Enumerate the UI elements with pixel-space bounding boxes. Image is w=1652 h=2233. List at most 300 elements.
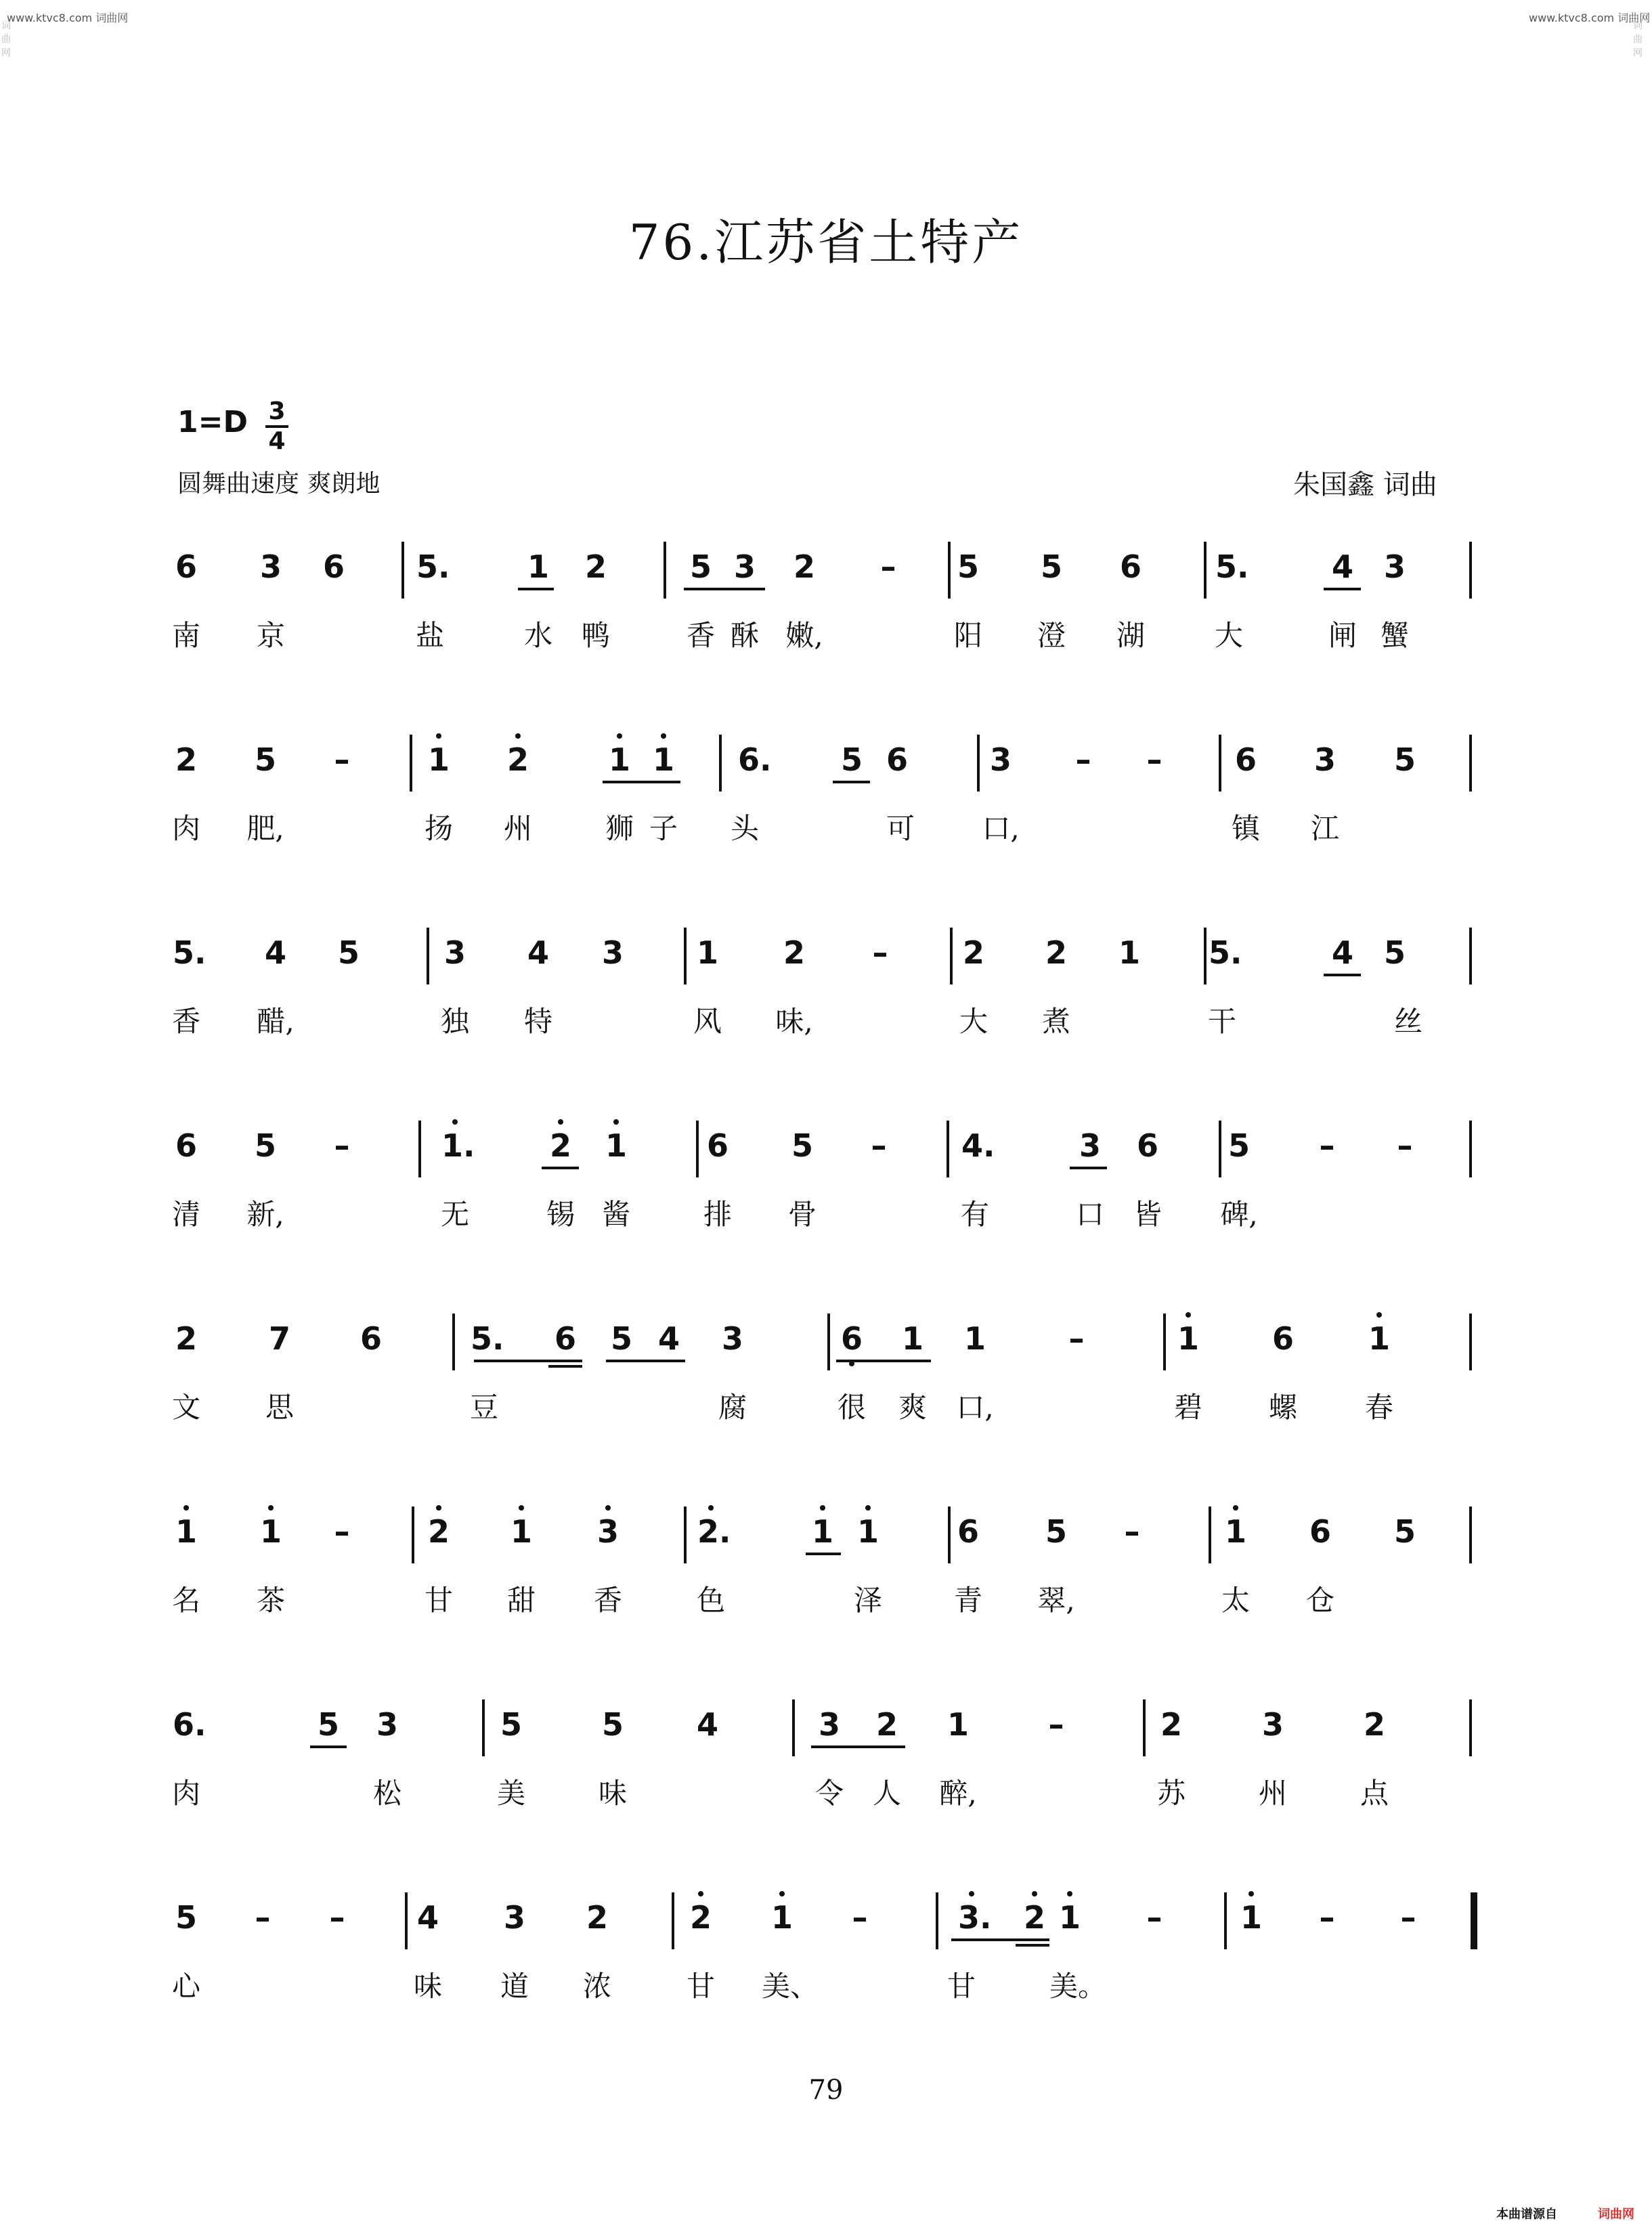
note: 6 <box>175 1127 197 1164</box>
note: 5 <box>957 548 979 585</box>
lyric-syllable: 新, <box>246 1198 284 1231</box>
octave-dot-above <box>1233 1505 1238 1511</box>
lyric-syllable: 青 <box>953 1584 982 1617</box>
barline <box>1469 1506 1472 1563</box>
lyric-syllable: 腐 <box>718 1391 747 1424</box>
note: 1 <box>809 1513 836 1550</box>
note: – <box>1048 1706 1064 1743</box>
tempo-marking: 圆舞曲速度 爽朗地 <box>177 470 381 498</box>
beam-underline <box>1070 1167 1107 1169</box>
time-signature-bottom: 4 <box>268 427 286 455</box>
beam-underline <box>833 781 870 783</box>
note: – <box>255 1899 271 1936</box>
lyric-syllable: 味 <box>598 1777 627 1810</box>
note: 6 <box>1136 1127 1158 1164</box>
note: 3 <box>1313 741 1336 778</box>
beam-underline <box>836 1360 931 1362</box>
lyric-syllable: 阳 <box>953 619 982 652</box>
score-system <box>0 1127 1652 1330</box>
note: 3 <box>733 548 756 585</box>
note: 3 <box>721 1320 743 1357</box>
barline <box>1219 735 1221 792</box>
note: 1. <box>441 1127 469 1164</box>
octave-dot-above <box>779 1891 785 1896</box>
note: – <box>852 1899 868 1936</box>
barline <box>1469 1121 1472 1177</box>
barline <box>948 1506 951 1563</box>
note: 4. <box>961 1127 995 1164</box>
score-system <box>0 741 1652 945</box>
barline <box>405 1892 408 1949</box>
note: 3 <box>594 1513 622 1550</box>
note: 5 <box>500 1706 522 1743</box>
lyric-syllable: 嫩, <box>785 619 823 652</box>
note: 1 <box>527 548 549 585</box>
note: 7 <box>268 1320 290 1357</box>
barline <box>1209 1506 1211 1563</box>
note: 5 <box>317 1706 339 1743</box>
note: – <box>334 1127 350 1164</box>
barline <box>1163 1314 1166 1370</box>
lyric-syllable: 令 <box>814 1777 844 1810</box>
lyric-syllable: 澄 <box>1037 619 1066 652</box>
octave-dot-above <box>605 1505 611 1511</box>
note: 2 <box>175 741 197 778</box>
octave-dot-above <box>436 1505 441 1511</box>
watermark-bottom-left: 本曲谱源自 <box>1496 2207 1557 2221</box>
note: – <box>334 1513 350 1550</box>
watermark-side-left: 词曲网 <box>0 20 11 61</box>
lyric-syllable: 湖 <box>1116 619 1145 652</box>
note: 1 <box>963 1320 986 1357</box>
lyric-syllable: 太 <box>1221 1584 1250 1617</box>
note: 5 <box>689 548 712 585</box>
note: – <box>1397 1127 1413 1164</box>
lyric-syllable: 排 <box>703 1198 732 1231</box>
octave-dot-above <box>698 1891 703 1896</box>
lyric-syllable: 美、 <box>762 1970 819 2003</box>
lyric-syllable: 独 <box>440 1005 469 1038</box>
key-signature: 1=D <box>177 405 248 439</box>
beam-underline <box>1016 1944 1049 1947</box>
barline <box>1204 542 1207 599</box>
beam-underline <box>1324 974 1361 976</box>
note: 1 <box>768 1899 796 1936</box>
note: 1 <box>603 1127 630 1164</box>
lyric-syllable: 甘 <box>424 1584 453 1617</box>
lyric-syllable: 扬 <box>424 812 453 845</box>
beam-underline <box>474 1360 582 1362</box>
lyric-syllable: 醉, <box>939 1777 977 1810</box>
note: 1 <box>854 1513 882 1550</box>
note: 6 <box>1271 1320 1294 1357</box>
score-system <box>0 1706 1652 1909</box>
barline <box>401 542 404 599</box>
note: 1 <box>1222 1513 1249 1550</box>
lyric-syllable: 口, <box>982 812 1020 845</box>
note: 2 <box>1160 1706 1182 1743</box>
lyric-syllable: 美 <box>496 1777 525 1810</box>
note: 1 <box>606 741 633 778</box>
note: 2 <box>425 1513 452 1550</box>
lyric-syllable: 皆 <box>1133 1198 1162 1231</box>
octave-dot-above <box>515 733 521 739</box>
octave-dot-above <box>617 733 622 739</box>
barline <box>1469 1314 1472 1370</box>
beam-underline <box>1324 588 1361 590</box>
lyric-syllable: 干 <box>1207 1005 1236 1038</box>
lyric-syllable: 锡 <box>546 1198 575 1231</box>
beam-underline <box>811 1746 905 1748</box>
note: 4 <box>416 1899 439 1936</box>
lyric-syllable: 松 <box>372 1777 401 1810</box>
note: 2 <box>962 934 984 971</box>
note: 2 <box>793 548 815 585</box>
watermark-side-right: 词曲网 <box>1632 20 1643 61</box>
note: 5. <box>416 548 450 585</box>
barline <box>482 1699 485 1756</box>
octave-dot-above <box>1248 1891 1254 1896</box>
note: 2 <box>175 1320 197 1357</box>
lyric-syllable: 味 <box>413 1970 442 2003</box>
note: 3 <box>1261 1706 1284 1743</box>
barline <box>948 542 951 599</box>
barline <box>792 1699 795 1756</box>
lyric-syllable: 无 <box>440 1198 469 1231</box>
note: 2 <box>1363 1706 1385 1743</box>
note: – <box>880 548 896 585</box>
note: 2 <box>875 1706 898 1743</box>
note: – <box>1068 1320 1085 1357</box>
lyric-syllable: 翠, <box>1037 1584 1075 1617</box>
watermark-bottom-right: 词曲网 <box>1598 2207 1634 2221</box>
barline <box>696 1121 699 1177</box>
beam-underline <box>951 1938 1049 1941</box>
note: 1 <box>1366 1320 1393 1357</box>
lyric-syllable: 镇 <box>1231 812 1260 845</box>
barline <box>672 1892 674 1949</box>
lyric-syllable: 爽 <box>898 1391 927 1424</box>
note: 4 <box>1331 934 1353 971</box>
song-title: 76.江苏省土特产 <box>628 214 1024 271</box>
lyric-syllable: 道 <box>500 1970 529 2003</box>
lyric-syllable: 碑, <box>1220 1198 1258 1231</box>
beam-underline <box>518 588 554 590</box>
lyric-syllable: 州 <box>503 812 532 845</box>
note: 1 <box>1118 934 1140 971</box>
barline <box>427 928 429 984</box>
barline <box>1469 735 1472 792</box>
octave-dot-above <box>436 733 441 739</box>
note: – <box>1400 1899 1416 1936</box>
note: 2 <box>547 1127 574 1164</box>
barline <box>418 1121 421 1177</box>
note: 6 <box>322 548 345 585</box>
lyric-syllable: 州 <box>1258 1777 1287 1810</box>
lyric-syllable: 丝 <box>1393 1005 1422 1038</box>
lyric-syllable: 很 <box>837 1391 866 1424</box>
lyric-syllable: 名 <box>171 1584 200 1617</box>
note: 6 <box>1119 548 1142 585</box>
note: 2 <box>687 1899 714 1936</box>
barline <box>412 1506 414 1563</box>
note: 5 <box>254 1127 276 1164</box>
lyric-syllable: 螺 <box>1268 1391 1297 1424</box>
note: 1 <box>1238 1899 1265 1936</box>
lyric-syllable: 清 <box>171 1198 200 1231</box>
octave-dot-above <box>820 1505 825 1511</box>
lyric-syllable: 味, <box>775 1005 813 1038</box>
lyric-syllable: 茶 <box>256 1584 285 1617</box>
lyric-syllable: 南 <box>171 619 200 652</box>
lyric-syllable: 肉 <box>171 1777 200 1810</box>
lyric-syllable: 口, <box>956 1391 994 1424</box>
lyric-syllable: 心 <box>171 1970 200 2003</box>
lyric-syllable: 思 <box>265 1391 294 1424</box>
barline <box>1469 928 1472 984</box>
note: 5. <box>1209 934 1242 971</box>
lyric-syllable: 苏 <box>1156 1777 1186 1810</box>
lyric-syllable: 子 <box>649 812 678 845</box>
lyric-syllable: 风 <box>693 1005 722 1038</box>
barline <box>827 1314 830 1370</box>
barline <box>684 1506 687 1563</box>
note: – <box>871 1127 887 1164</box>
barline <box>1204 928 1207 984</box>
note: 5 <box>175 1899 197 1936</box>
score-system <box>0 1513 1652 1716</box>
lyric-syllable: 狮 <box>605 812 634 845</box>
beam-underline <box>806 1553 841 1555</box>
octave-dot-above <box>1067 1891 1072 1896</box>
note: 6 <box>554 1320 576 1357</box>
barline <box>1219 1121 1221 1177</box>
note: 1 <box>901 1320 923 1357</box>
note: – <box>1124 1513 1140 1550</box>
note: 4 <box>1331 548 1353 585</box>
lyric-syllable: 点 <box>1360 1777 1389 1810</box>
note: 5 <box>1393 741 1416 778</box>
barline <box>1224 1892 1227 1949</box>
note: 6. <box>738 741 772 778</box>
note: 5 <box>840 741 863 778</box>
beam-underline <box>684 588 765 590</box>
score-system <box>0 1320 1652 1523</box>
octave-dot-above <box>969 1891 974 1896</box>
note: 6 <box>838 1320 865 1357</box>
note: – <box>872 934 888 971</box>
lyric-syllable: 人 <box>872 1777 901 1810</box>
note: 5 <box>791 1127 813 1164</box>
lyric-syllable: 有 <box>960 1198 989 1231</box>
octave-dot-above <box>1032 1891 1037 1896</box>
note: – <box>1319 1899 1335 1936</box>
octave-dot-above <box>268 1505 274 1511</box>
author-credit: 朱国鑫 词曲 <box>1293 469 1437 500</box>
lyric-syllable: 酱 <box>601 1198 630 1231</box>
lyric-syllable: 甘 <box>686 1970 715 2003</box>
lyric-syllable: 大 <box>1214 619 1243 652</box>
octave-dot-above <box>1186 1312 1191 1318</box>
lyric-syllable: 特 <box>523 1005 552 1038</box>
note: 5 <box>601 1706 624 1743</box>
note: 2 <box>1045 934 1067 971</box>
note: 1 <box>947 1706 969 1743</box>
lyric-syllable: 甘 <box>947 1970 976 2003</box>
note: 5 <box>1045 1513 1067 1550</box>
note: 3 <box>601 934 624 971</box>
barline <box>977 735 980 792</box>
note: 6 <box>886 741 908 778</box>
lyric-syllable: 肥, <box>246 812 284 845</box>
note: 5 <box>254 741 276 778</box>
lyric-syllable: 大 <box>959 1005 988 1038</box>
barline <box>936 1892 938 1949</box>
note: 4 <box>696 1706 718 1743</box>
lyric-syllable: 香 <box>171 1005 200 1038</box>
octave-dot-above <box>519 1505 524 1511</box>
note: 6 <box>1309 1513 1331 1550</box>
barline <box>664 542 666 599</box>
note: 2 <box>504 741 531 778</box>
lyric-syllable: 仓 <box>1305 1584 1334 1617</box>
barline <box>410 735 412 792</box>
lyric-syllable: 江 <box>1310 812 1339 845</box>
lyric-syllable: 泽 <box>853 1584 882 1617</box>
lyric-syllable: 闸 <box>1328 619 1357 652</box>
note: 2. <box>697 1513 724 1550</box>
note: 1 <box>257 1513 284 1550</box>
note: 5 <box>610 1320 632 1357</box>
beam-underline <box>542 1167 579 1169</box>
lyric-syllable: 甜 <box>506 1584 536 1617</box>
note: 2 <box>584 548 607 585</box>
note: 5. <box>1215 548 1249 585</box>
lyric-syllable: 京 <box>256 619 285 652</box>
lyric-syllable: 豆 <box>469 1391 498 1424</box>
note: 5 <box>1383 934 1406 971</box>
note: 3 <box>503 1899 525 1936</box>
beam-underline <box>603 781 680 783</box>
watermark-top-left: www.ktvc8.com 词曲网 <box>7 12 129 24</box>
score-system <box>0 934 1652 1137</box>
note: 6 <box>957 1513 979 1550</box>
lyric-syllable: 酥 <box>730 619 759 652</box>
note: – <box>1146 1899 1162 1936</box>
lyric-syllable: 文 <box>171 1391 200 1424</box>
time-signature-top: 3 <box>268 397 286 425</box>
note: – <box>334 741 350 778</box>
note: – <box>329 1899 345 1936</box>
lyric-syllable: 鸭 <box>581 619 610 652</box>
note: 1 <box>425 741 452 778</box>
note: 5 <box>1040 548 1062 585</box>
time-signature <box>265 399 288 454</box>
note: 6 <box>175 548 197 585</box>
note: 1 <box>696 934 718 971</box>
lyric-syllable: 色 <box>696 1584 725 1617</box>
lyric-syllable: 蟹 <box>1380 619 1409 652</box>
note: 5 <box>337 934 360 971</box>
score-system <box>0 1899 1652 2102</box>
beam-underline <box>548 1365 582 1368</box>
lyric-syllable: 香 <box>593 1584 622 1617</box>
barline <box>452 1314 455 1370</box>
barline <box>950 928 953 984</box>
note: 4 <box>527 934 549 971</box>
octave-dot-above <box>865 1505 871 1511</box>
note: – <box>1146 741 1162 778</box>
note: 3 <box>989 741 1012 778</box>
note: 5 <box>1393 1513 1416 1550</box>
lyric-syllable: 香 <box>686 619 715 652</box>
barline <box>1143 1699 1146 1756</box>
note: 3 <box>259 548 282 585</box>
barline <box>1469 1699 1472 1756</box>
note: 6 <box>706 1127 729 1164</box>
note: 4 <box>264 934 286 971</box>
note: 5 <box>1227 1127 1250 1164</box>
note: 3. <box>958 1899 985 1936</box>
note: 3 <box>376 1706 398 1743</box>
lyric-syllable: 肉 <box>171 812 200 845</box>
lyric-syllable: 水 <box>523 619 552 652</box>
note: 1 <box>1175 1320 1202 1357</box>
lyric-syllable: 春 <box>1364 1391 1393 1424</box>
note: 1 <box>650 741 677 778</box>
barline <box>684 928 687 984</box>
score-system <box>0 548 1652 752</box>
octave-dot-above <box>1376 1312 1382 1318</box>
octave-dot-above <box>558 1119 563 1125</box>
note: 6 <box>1234 741 1257 778</box>
note: 1 <box>1056 1899 1083 1936</box>
note: 5. <box>471 1320 504 1357</box>
lyric-syllable: 可 <box>886 812 915 845</box>
note: 6 <box>360 1320 382 1357</box>
octave-dot-above <box>452 1119 458 1125</box>
note: 2 <box>783 934 805 971</box>
note: 5. <box>173 934 206 971</box>
octave-dot-above <box>183 1505 189 1511</box>
note: 3 <box>443 934 466 971</box>
note: – <box>1319 1127 1335 1164</box>
note: 1 <box>508 1513 535 1550</box>
lyric-syllable: 头 <box>730 812 759 845</box>
note: 2 <box>1021 1899 1048 1936</box>
beam-underline <box>310 1746 347 1748</box>
lyric-syllable: 碧 <box>1173 1391 1202 1424</box>
note: 4 <box>657 1320 680 1357</box>
note: 2 <box>586 1899 608 1936</box>
note: 3 <box>1383 548 1406 585</box>
lyric-syllable: 煮 <box>1041 1005 1070 1038</box>
barline <box>947 1121 949 1177</box>
barline <box>719 735 722 792</box>
barline <box>1469 542 1472 599</box>
octave-dot-above <box>708 1505 714 1511</box>
barline <box>1471 1892 1477 1949</box>
lyric-syllable: 美。 <box>1049 1970 1107 2003</box>
watermark-top-right: www.ktvc8.com 词曲网 <box>1529 12 1651 24</box>
lyric-syllable: 浓 <box>582 1970 611 2003</box>
octave-dot-above <box>661 733 666 739</box>
lyric-syllable: 盐 <box>415 619 444 652</box>
beam-underline <box>606 1360 685 1362</box>
note: 3 <box>818 1706 840 1743</box>
note: 1 <box>173 1513 200 1550</box>
lyric-syllable: 口 <box>1075 1198 1104 1231</box>
